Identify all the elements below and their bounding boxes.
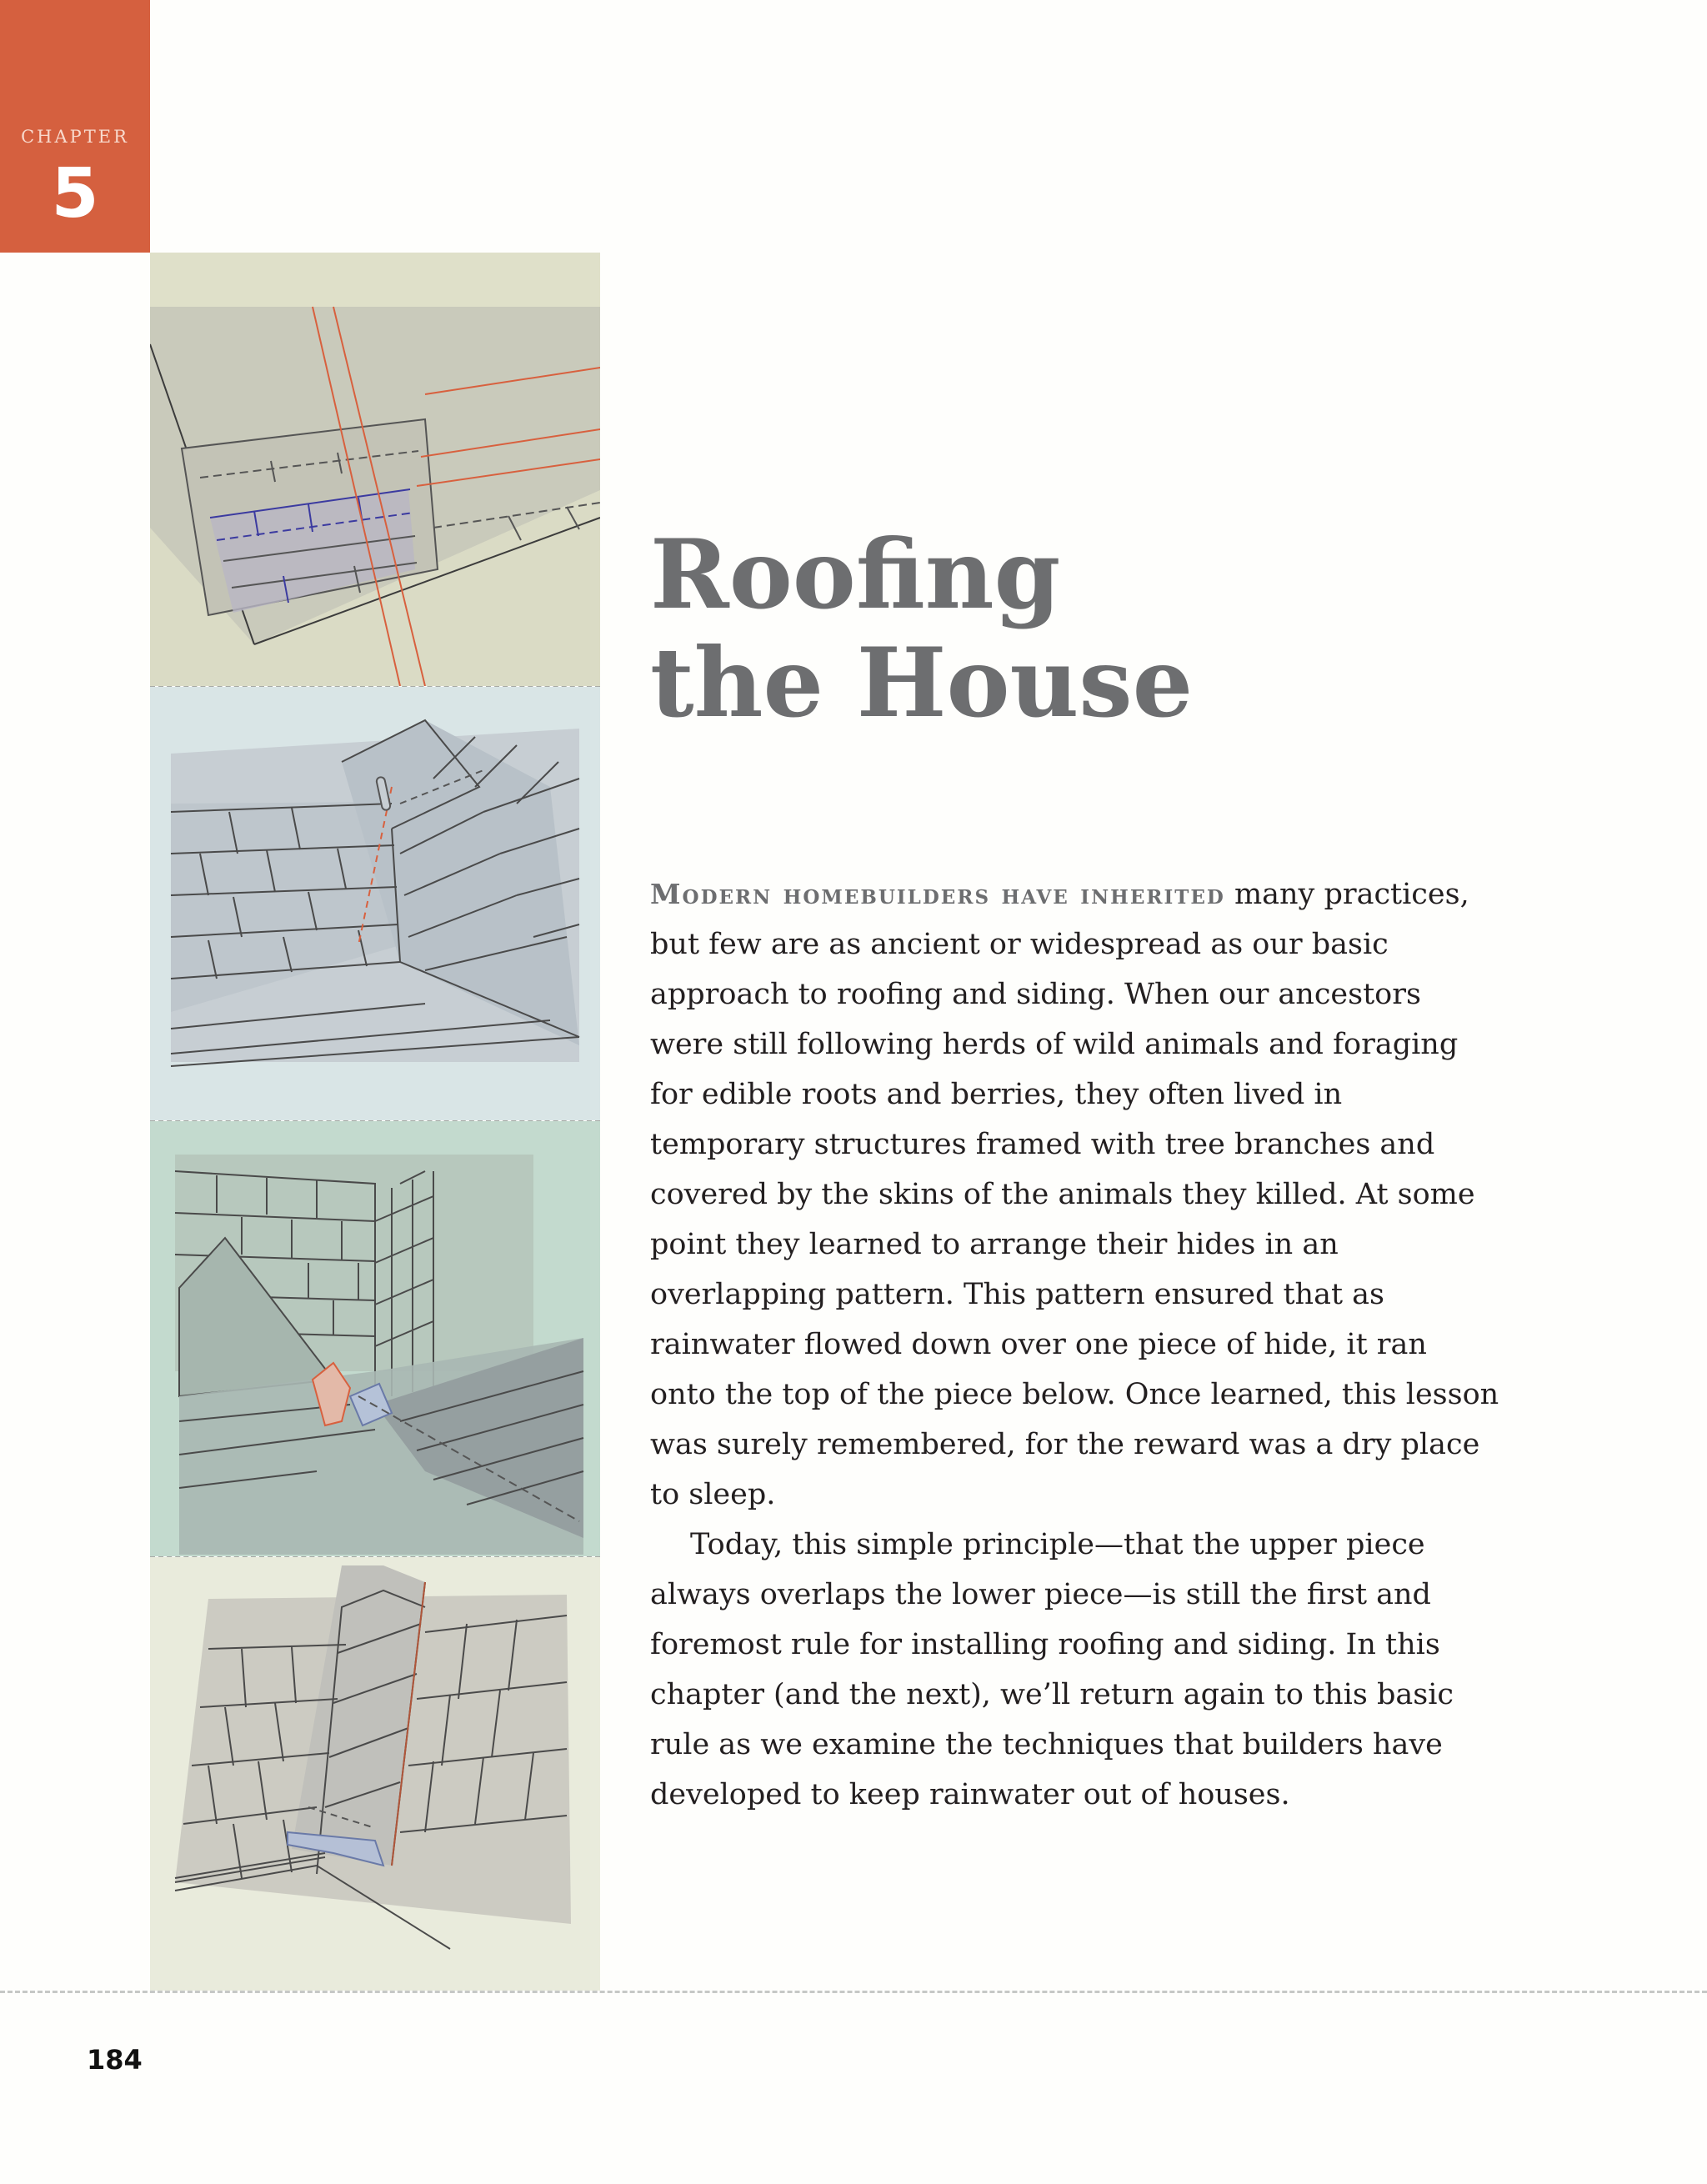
illustration-shingle-starter xyxy=(150,253,600,686)
sidewall-flashing-drawing xyxy=(150,1121,600,1556)
lead-in: Modern homebuilders have inherited xyxy=(650,878,1225,910)
body-text xyxy=(650,869,1500,1820)
chapter-number: 5 xyxy=(51,154,99,233)
title-line-1: Roofing xyxy=(650,518,1061,630)
hip-ridge-drawing xyxy=(150,1557,600,1991)
chapter-label: CHAPTER xyxy=(21,127,129,147)
paragraph-1 xyxy=(650,869,1500,1520)
chapter-tab xyxy=(0,0,150,253)
page-number: 184 xyxy=(87,2044,143,2076)
illustration-hip-ridge xyxy=(150,1557,600,1991)
shingle-starter-drawing xyxy=(150,253,600,686)
title-line-2: the House xyxy=(650,627,1194,739)
illustration-valley-shingles xyxy=(150,687,600,1120)
paragraph-2: Today, this simple principle—that the upper piece always overlaps the lower piece—is still the first and foremost rule for installing roofing and siding. In this chapter (and the next), we’ll return again to this basic rule as we examine the techniques that builders have developed to keep rainwater out of houses. xyxy=(650,1528,1454,1811)
bottom-rule xyxy=(0,1991,1707,1993)
illustration-sidewall-flashing xyxy=(150,1121,600,1556)
valley-shingles-drawing xyxy=(150,687,600,1120)
paragraph-1-text: many practices, but few are as ancient or widespread as our basic approach to roofing and siding. When our ancestors were still following herds of wild animals and foraging for edible roots and berries, they often lived in temporary structures framed with tree branches and covered by the skins of the animals they killed. At some point they learned to arrange their hides in an overlapping pattern. This pattern ensured that as rainwater flowed down over one piece of hide, it ran onto the top of the piece below. Once learned, this lesson was surely remembered, for the reward was a dry place to sleep. xyxy=(650,878,1499,1511)
chapter-title xyxy=(650,520,1484,737)
